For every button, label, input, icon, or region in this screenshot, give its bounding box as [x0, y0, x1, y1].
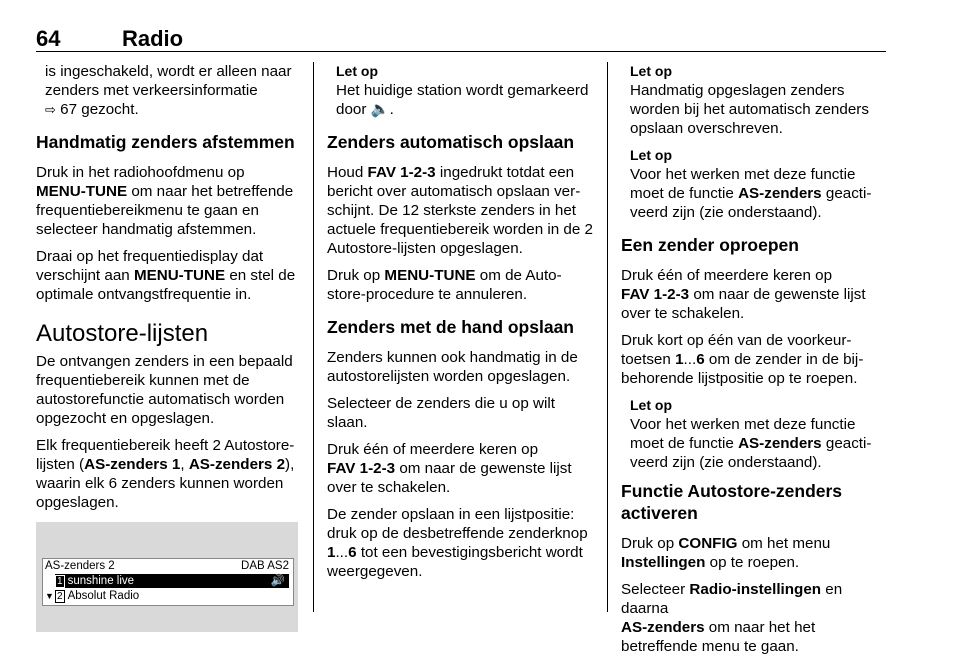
display-band: DAB AS2 [241, 560, 289, 572]
column-divider-1 [313, 62, 314, 612]
heading-auto-opslaan: Zenders automatisch opslaan [327, 132, 575, 152]
heading-activeren: Functie Autostore-zenders activeren [621, 481, 843, 523]
paragraph: Druk één of meerdere keren op FAV 1-2-3 om naar de gewenste lijst over te schakelen. [327, 441, 572, 496]
list-item: 2 Absolut Radio [57, 590, 140, 602]
header-rule [36, 51, 886, 52]
list-item: 1 sunshine live 🔊 [55, 574, 289, 588]
heading-handmatig: Handmatig zenders afstemmen [36, 132, 295, 152]
paragraph: Druk op MENU-TUNE om de Autostore-procedure te annuleren. [327, 267, 562, 303]
note: Let op Voor het werken met deze functie moet de functie AS-zenders geactiveerd zijn (zie onderstaand). [630, 397, 872, 471]
heading-autostore: Autostore-lijsten [36, 320, 209, 347]
note: Let op Het huidige station wordt gemarkeerd door 🔈. [336, 63, 589, 118]
speaker-icon: 🔊 [270, 575, 285, 587]
paragraph: Houd FAV 1-2-3 ingedrukt totdat een bericht over automatisch opslaan verschijnt. De 12 sterkste zenders in het actuele frequentiebereik worden in de 2 Autostore-lijsten opgeslagen. [327, 164, 593, 257]
display-list-title: AS-zenders 2 [45, 560, 115, 572]
section-title: Radio [122, 26, 184, 51]
heading-hand-opslaan: Zenders met de hand opslaan [327, 317, 574, 337]
column-3 [621, 62, 885, 664]
paragraph: Druk op CONFIG om het menu Instellingen op te roepen. [621, 535, 831, 571]
paragraph: De ontvangen zenders in een bepaald frequentiebereik kunnen met de autostorefunctie automatisch worden opgezocht en opgeslagen. [36, 353, 293, 427]
column-2 [327, 62, 595, 589]
display-panel [42, 558, 294, 606]
page-ref-icon: ⇨ [45, 102, 56, 117]
paragraph: Selecteer de zenders die u op wilt slaan. [327, 395, 555, 431]
paragraph: Druk in het radiohoofdmenu op MENU-TUNE om naar het betreffende frequentiebereikmenu te gaan en selecteer handmatig afstemmen. [36, 164, 294, 238]
display-header [45, 559, 289, 573]
paragraph: Zenders kunnen ook handmatig in de autostorelijsten worden opgeslagen. [327, 349, 578, 385]
note: Let op Handmatig opgeslagen zenders worden bij het automatisch zenders opslaan overschreven. [630, 63, 869, 137]
paragraph: Elk frequentiebereik heeft 2 Autostore-lijsten (AS-zenders 1, AS-zenders 2), waarin elk 6 zenders kunnen worden opgeslagen. [36, 437, 295, 511]
page-number: 64 [36, 26, 61, 51]
paragraph: Selecteer Radio-instellingen en daarna AS-zenders om naar het het betreffende menu te gaan. [621, 581, 843, 655]
paragraph: Draai op het frequentiedisplay dat verschijnt aan MENU-TUNE en stel de optimale ontvangstfrequentie in. [36, 248, 296, 303]
paragraph: is ingeschakeld, wordt er alleen naar zenders met verkeersinformatie ⇨ 67 gezocht. [45, 63, 292, 118]
column-divider-2 [607, 62, 608, 612]
paragraph: De zender opslaan in een lijstpositie: druk op de desbetreffende zenderknop 1...6 tot een bevestigingsbericht wordt weergegeven. [327, 506, 588, 580]
display-screenshot [36, 522, 298, 632]
note: Let op Voor het werken met deze functie moet de functie AS-zenders geactiveerd zijn (zie onderstaand). [630, 147, 872, 221]
heading-oproepen: Een zender oproepen [621, 235, 799, 255]
paragraph: Druk één of meerdere keren op FAV 1-2-3 om naar de gewenste lijst over te schakelen. [621, 267, 866, 322]
page-header [36, 26, 886, 52]
speaker-icon: 🔈 [370, 101, 390, 118]
arrow-down-icon: ▼ [45, 591, 54, 601]
column-1 [36, 62, 298, 632]
paragraph: Druk kort op één van de voorkeurtoetsen 1...6 om de zender in de bijbehorende lijstpositie op te roepen. [621, 332, 864, 387]
